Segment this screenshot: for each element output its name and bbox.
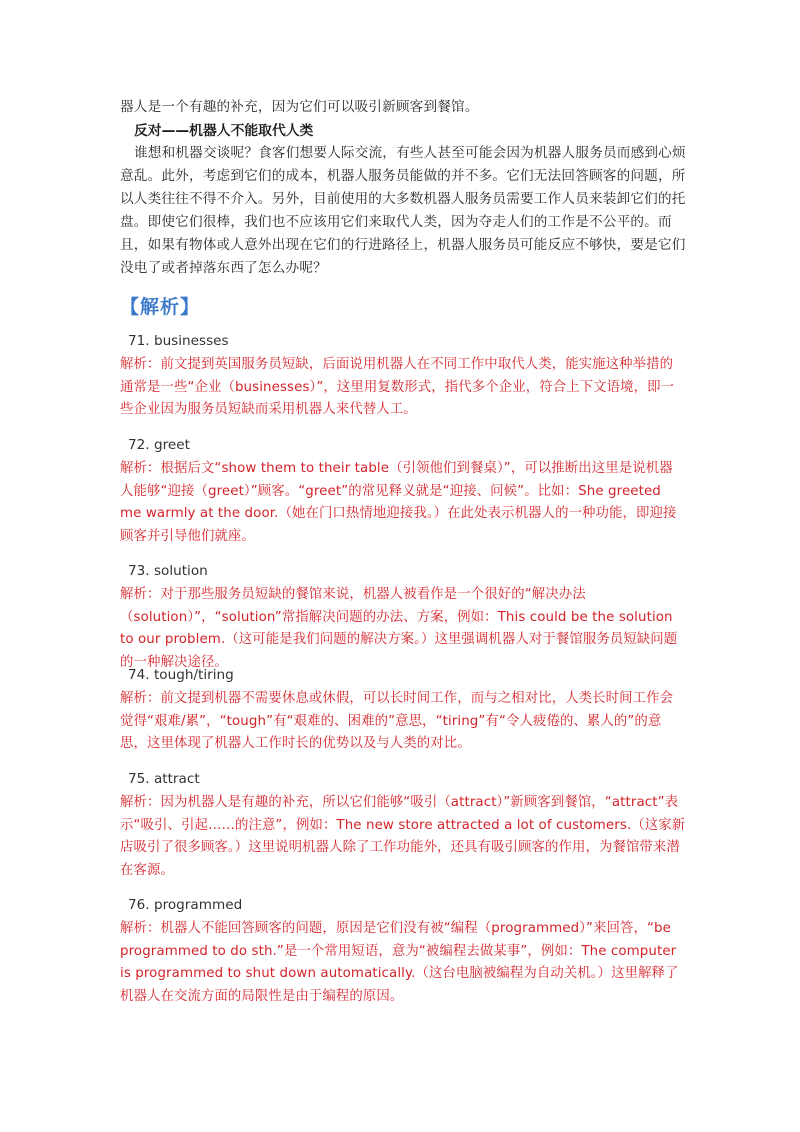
answer-title-75: 75. attract	[128, 771, 200, 787]
answer-title-73: 73. solution	[128, 563, 208, 579]
intro-line: 器人是一个有趣的补充，因为它们可以吸引新顾客到餐馆。	[120, 99, 479, 115]
answer-explanation-71: 解析：前文提到英国服务员短缺，后面说用机器人在不同工作中取代人类，能实施这种举措的通常是一些“企业（businesses）”，这里用复数形式，指代多个企业，符合上下文语境，即一些企业因为服务员短缺而采用机器人来代替人工。	[120, 357, 675, 417]
answer-explanation-74: 解析：前文提到机器不需要休息或休假，可以长时间工作，而与之相对比，人类长时间工作会觉得“艰难/累”，“tough”有“艰难的、困难的”意思，“tiring”有“令人疲倦的、累人的”的意思，这里体现了机器人工作时长的优势以及与人类的对比。	[120, 691, 674, 751]
analysis-section-title: 【解析】	[120, 296, 201, 318]
answer-title-71: 71. businesses	[128, 333, 229, 349]
answer-explanation-72: 解析：根据后文“show them to their table（引领他们到餐桌）”，可以推断出这里是说机器人能够“迎接（greet）”顾客。“greet”的常见释义就是“迎接、问候”。比如：She greeted me warmly at the door.（她在门口热情地迎接我。）在此处表示机器人的一种功能，即迎接顾客并引导他们就座。	[120, 461, 677, 544]
answer-explanation-73: 解析：对于那些服务员短缺的餐馆来说，机器人被看作是一个很好的“解决办法（solution）”，“solution”常指解决问题的办法、方案，例如：This could be the solution to our problem.（这可能是我们问题的解决方案。）这里强调机器人对于餐馆服务员短缺问题的一种解决途径。	[120, 587, 678, 670]
argument-paragraph: 谁想和机器交谈呢？食客们想要人际交流，有些人甚至可能会因为机器人服务员而感到心烦意乱。此外，考虑到它们的成本，机器人服务员能做的并不多。它们无法回答顾客的问题，所以人类往往不得不介入。另外，目前使用的大多数机器人服务员需要工作人员来装卸它们的托盘。即使它们很棒，我们也不应该用它们来取代人类，因为夺走人们的工作是不公平的。而且，如果有物体或人意外出现在它们的行进路径上，机器人服务员可能反应不够快，要是它们没电了或者掉落东西了怎么办呢？	[120, 145, 686, 276]
argument-heading: 反对——机器人不能取代人类	[134, 123, 314, 139]
answer-explanation-75: 解析：因为机器人是有趣的补充，所以它们能够“吸引（attract）”新顾客到餐馆，“attract”表示“吸引、引起……的注意”，例如：The new store attracted a lot of customers.（这家新店吸引了很多顾客。）这里说明机器人除了工作功能外，还具有吸引顾客的作用，为餐馆带来潜在客源。	[120, 795, 686, 878]
answer-explanation-76: 解析：机器人不能回答顾客的问题，原因是它们没有被“编程（programmed）”来回答，“be programmed to do sth.”是一个常用短语，意为“被编程去做某事”，例如：The computer is programmed to shut down automatically.（这台电脑被编程为自动关机。）这里解释了机器人在交流方面的局限性是由于编程的原因。	[120, 921, 679, 1004]
answer-title-74: 74. tough/tiring	[128, 667, 234, 683]
answer-title-72: 72. greet	[128, 437, 190, 453]
answer-title-76: 76. programmed	[128, 897, 243, 913]
